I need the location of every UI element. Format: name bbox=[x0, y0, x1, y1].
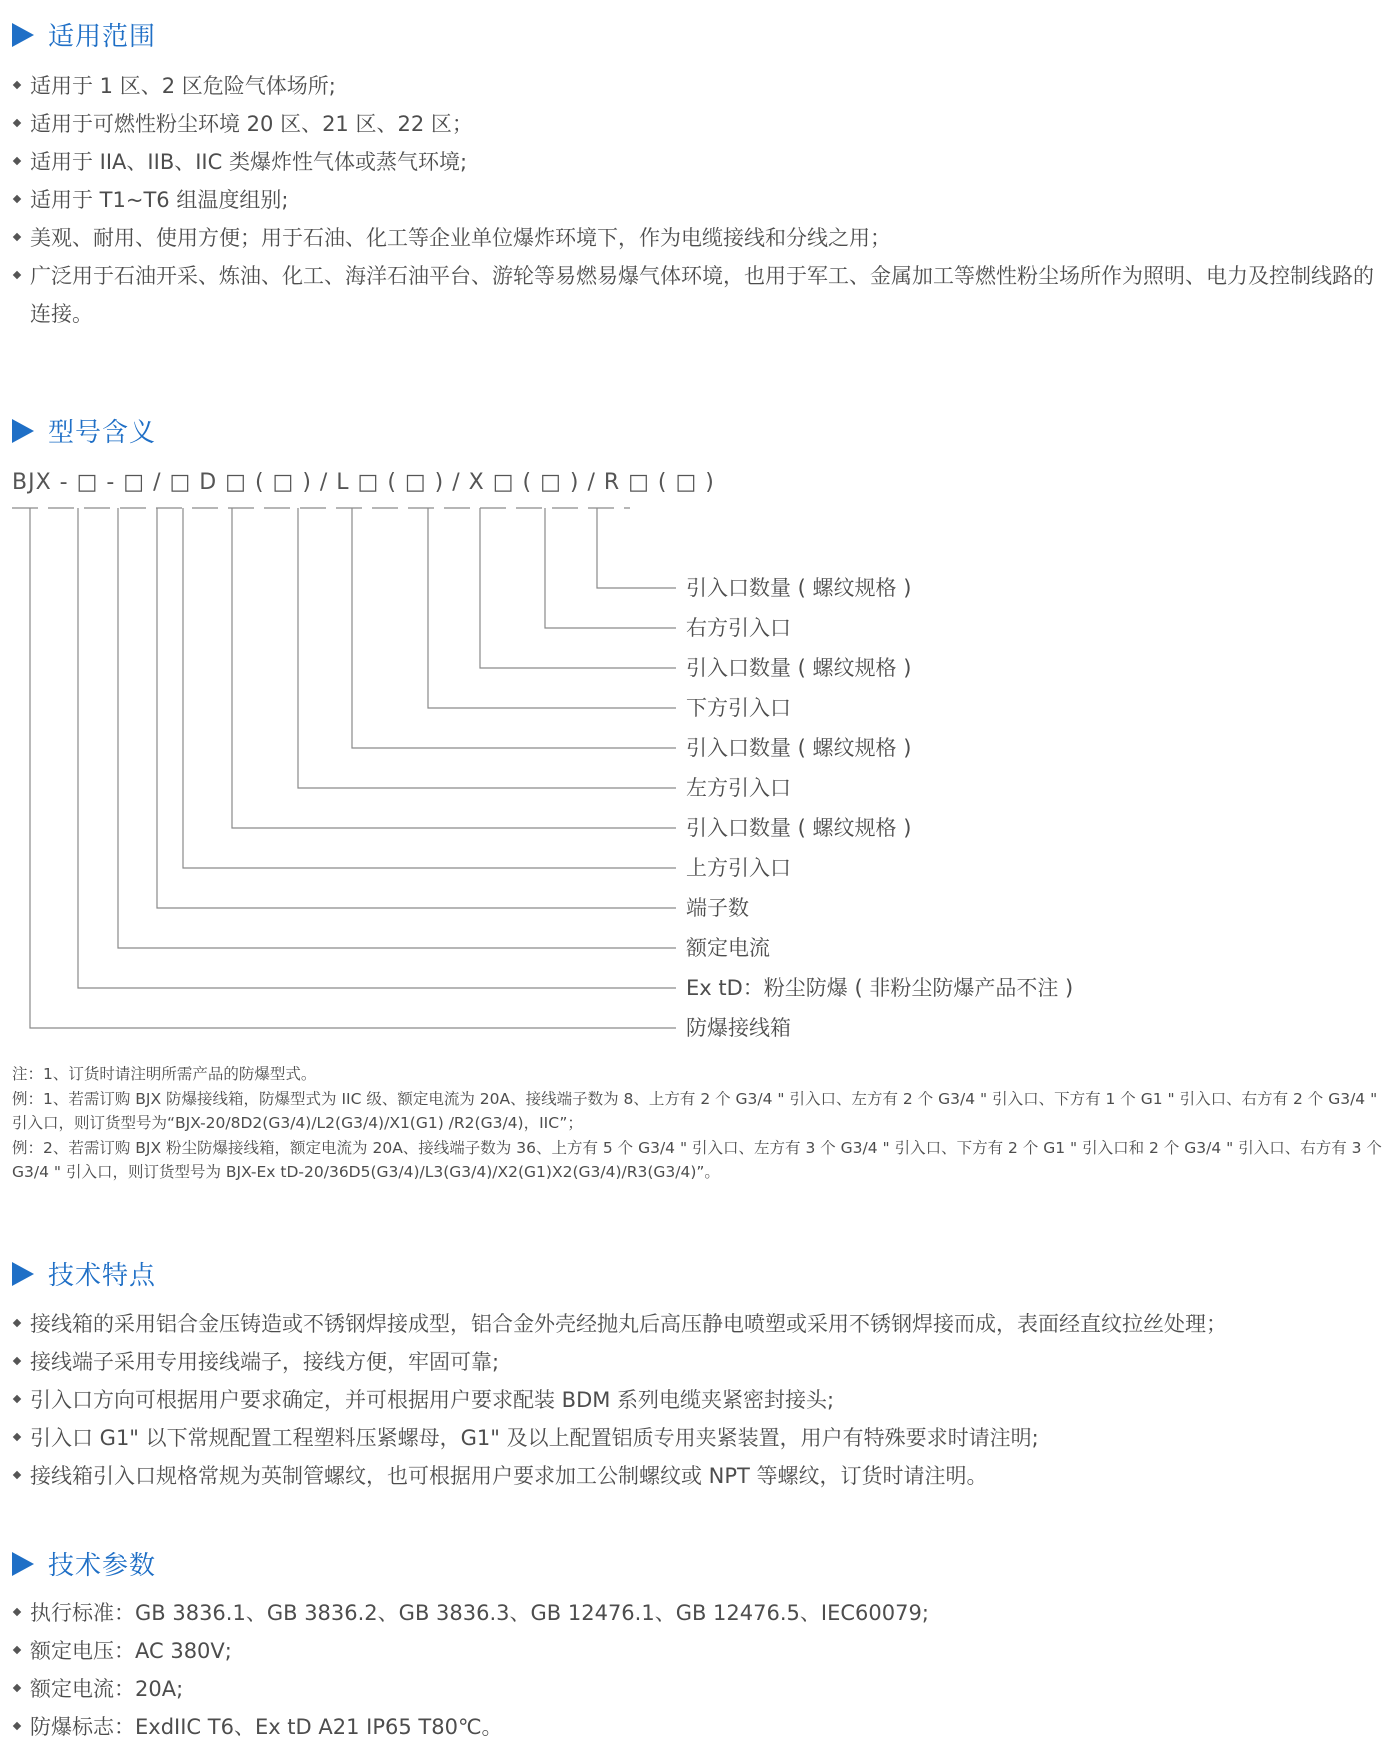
leader-label: Ex tD：粉尘防爆 ( 非粉尘防爆产品不注 ) bbox=[686, 976, 1074, 1000]
leader-label: 右方引入口 bbox=[686, 616, 791, 640]
section-heading-features bbox=[12, 1255, 156, 1292]
leader-label: 引入口数量 ( 螺纹规格 ) bbox=[686, 576, 912, 600]
leader-label: 额定电流 bbox=[686, 936, 770, 960]
leader-label: 引入口数量 ( 螺纹规格 ) bbox=[686, 816, 912, 840]
section-title: 型号含义 bbox=[48, 418, 157, 448]
list-item: 接线端子采用专用接线端子，接线方便，牢固可靠; bbox=[12, 1343, 1387, 1381]
list-item: 接线箱引入口规格常规为英制管螺纹，也可根据用户要求加工公制螺纹或 NPT 等螺纹，订货时请注明。 bbox=[12, 1457, 1387, 1495]
leader-label: 引入口数量 ( 螺纹规格 ) bbox=[686, 656, 912, 680]
leader-line bbox=[183, 508, 676, 868]
leader-line bbox=[298, 508, 676, 788]
note-line: 例：2、若需订购 BJX 粉尘防爆接线箱，额定电流为 20A、接线端子数为 36、上方有 5 个 G3/4 " 引入口、左方有 3 个 G3/4 " 引入口、下方有 2 个 G1 " 引入口和 2 个 G3/4 " 引入口、右方有 3 个 G3/4 " 引入口，则订货型号为 BJX-Ex tD-20/36D5(G3/4)/L3(G3/4)/X2(G1)X2(G3/4)/R3(G3/4)”。 bbox=[12, 1138, 1382, 1181]
section-title: 适用范围 bbox=[48, 22, 157, 52]
params-list bbox=[12, 1594, 1387, 1746]
leader-line bbox=[118, 508, 676, 948]
list-item: 美观、耐用、使用方便；用于石油、化工等企业单位爆炸环境下，作为电缆接线和分线之用； bbox=[12, 219, 1387, 257]
triangle-icon bbox=[12, 23, 34, 47]
triangle-icon bbox=[12, 419, 34, 443]
leader-line bbox=[30, 508, 676, 1028]
section-title: 技术特点 bbox=[48, 1261, 157, 1291]
list-item: 额定电压：AC 380V; bbox=[12, 1632, 1387, 1670]
section-title: 技术参数 bbox=[48, 1551, 157, 1581]
list-item: 接线箱的采用铝合金压铸造或不锈钢焊接成型，铝合金外壳经抛丸后高压静电喷塑或采用不锈钢焊接而成，表面经直纹拉丝处理； bbox=[12, 1305, 1387, 1343]
triangle-icon bbox=[12, 1552, 34, 1576]
list-item: 额定电流：20A; bbox=[12, 1670, 1387, 1708]
leader-label: 左方引入口 bbox=[686, 776, 791, 800]
list-item: 防爆标志：ExdIIC T6、Ex tD A21 IP65 T80℃。 bbox=[12, 1708, 1387, 1746]
section-heading-params bbox=[12, 1545, 156, 1582]
section-heading-scope bbox=[12, 16, 156, 53]
leader-label: 上方引入口 bbox=[686, 856, 791, 880]
note-line: 注：1、订货时请注明所需产品的防爆型式。 bbox=[12, 1065, 317, 1083]
triangle-icon bbox=[12, 1262, 34, 1286]
list-item: 适用于 1 区、2 区危险气体场所; bbox=[12, 67, 1387, 105]
leader-line bbox=[545, 508, 676, 628]
features-list bbox=[12, 1305, 1387, 1495]
list-item: 适用于 T1~T6 组温度组别; bbox=[12, 181, 1387, 219]
list-item: 执行标准：GB 3836.1、GB 3836.2、GB 3836.3、GB 12476.1、GB 12476.5、IEC60079; bbox=[12, 1594, 1387, 1632]
list-item: 适用于 IIA、IIB、IIC 类爆炸性气体或蒸气环境; bbox=[12, 143, 1387, 181]
leader-label: 防爆接线箱 bbox=[686, 1016, 791, 1040]
leader-line bbox=[597, 508, 676, 588]
list-item: 适用于可燃性粉尘环境 20 区、21 区、22 区； bbox=[12, 105, 1387, 143]
list-item: 广泛用于石油开采、炼油、化工、海洋石油平台、游轮等易燃易爆气体环境，也用于军工、金属加工等燃性粉尘场所作为照明、电力及控制线路的连接。 bbox=[12, 257, 1387, 333]
scope-list bbox=[12, 67, 1387, 333]
model-diagram bbox=[0, 500, 1400, 1060]
list-item: 引入口方向可根据用户要求确定，并可根据用户要求配装 BDM 系列电缆夹紧密封接头; bbox=[12, 1381, 1387, 1419]
model-code: BJX - □ - □ / □ D □ ( □ ) / L □ ( □ ) / X □ ( □ ) / R □ ( □ ) bbox=[12, 470, 715, 495]
section-heading-model bbox=[12, 412, 156, 449]
list-item: 引入口 G1" 以下常规配置工程塑料压紧螺母，G1" 及以上配置铝质专用夹紧装置，用户有特殊要求时请注明; bbox=[12, 1419, 1387, 1457]
model-notes bbox=[12, 1062, 1392, 1185]
leader-line bbox=[428, 508, 676, 708]
leader-label: 下方引入口 bbox=[686, 696, 791, 720]
leader-label: 引入口数量 ( 螺纹规格 ) bbox=[686, 736, 912, 760]
note-line: 例：1、若需订购 BJX 防爆接线箱，防爆型式为 IIC 级、额定电流为 20A、接线端子数为 8、上方有 2 个 G3/4 " 引入口、左方有 2 个 G3/4 " 引入口、下方有 1 个 G1 " 引入口、右方有 2 个 G3/4 " 引入口，则订货型号为“BJX-20/8D2(G3/4)/L2(G3/4)/X1(G1) /R2(G3/4)，IIC”； bbox=[12, 1089, 1378, 1132]
leader-label: 端子数 bbox=[686, 896, 749, 920]
